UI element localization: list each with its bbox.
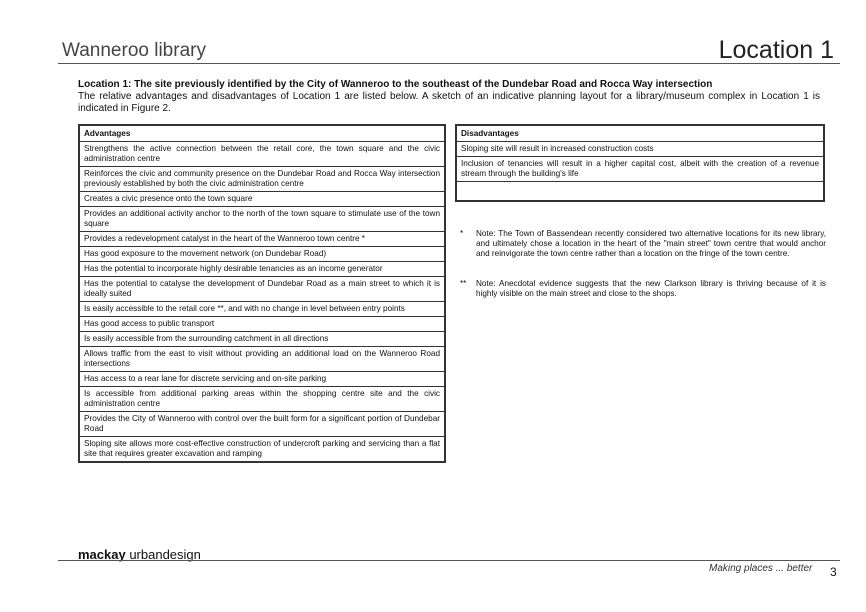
brand-name-rest: urbandesign [125,547,201,562]
advantage-row: Is easily accessible from the surrounding catchment in all directions [79,332,445,347]
advantage-row: Has the potential to catalyse the development of Dundebar Road as a main street to which it is ideally suited [79,277,445,302]
advantage-row: Is accessible from additional parking areas within the shopping centre site and the civic administration centre [79,387,445,412]
advantages-table [78,124,446,463]
footer-divider [58,560,840,561]
section-title: Location 1 [718,36,834,64]
brand-name-bold: mackay [78,547,126,562]
advantage-row: Reinforces the civic and community presence on the Dundebar Road and Rocca Way intersection previously established by both the civic administration centre [79,167,445,192]
intro-paragraph: The relative advantages and disadvantages of Location 1 are listed below. A sketch of an indicative planning layout for a library/museum complex in Location 1 is indicated in Figure 2. [78,91,820,114]
note-marker: * [460,229,464,238]
location-heading: Location 1: The site previously identified by the City of Wanneroo to the southeast of the Dundebar Road and Rocca Way intersection [78,79,713,90]
note-bassendean [460,229,826,259]
header-divider [58,63,840,64]
advantages-header: Advantages [79,125,445,142]
advantage-row: Sloping site allows more cost-effective construction of undercroft parking and servicing than a flat site that requires greater excavation and ramping [79,437,445,463]
disadvantage-row-empty [456,182,824,202]
advantage-row: Provides an additional activity anchor to the north of the town square to stimulate use of the town square [79,207,445,232]
advantage-row: Provides a redevelopment catalyst in the heart of the Wanneroo town centre * [79,232,445,247]
disadvantage-row: Sloping site will result in increased construction costs [456,142,824,157]
advantage-row: Has the potential to incorporate highly desirable tenancies as an income generator [79,262,445,277]
document-title: Wanneroo library [62,40,206,61]
advantage-row: Is easily accessible to the retail core **, and with no change in level between entry points [79,302,445,317]
advantage-row: Creates a civic presence onto the town square [79,192,445,207]
disadvantages-header: Disadvantages [456,125,824,142]
note-text: Note: The Town of Bassendean recently considered two alternative locations for its new library, and ultimately chose a location in the heart of the "main street" town centre that would anchor and reinvigorate the town centre rather than a location on the fringe of the town centre. [476,229,826,258]
note-text: Note: Anecdotal evidence suggests that the new Clarkson library is thriving because of it is highly visible on the main street and close to the shops. [476,279,826,298]
page-number: 3 [830,565,837,579]
advantage-row: Has good exposure to the movement network (on Dundebar Road) [79,247,445,262]
advantage-row: Provides the City of Wanneroo with control over the built form for a significant portion of Dundebar Road [79,412,445,437]
disadvantages-table [455,124,825,202]
note-marker: ** [460,279,467,288]
advantage-row: Allows traffic from the east to visit without providing an additional load on the Wanneroo Road intersections [79,347,445,372]
advantage-row: Strengthens the active connection between the retail core, the town square and the civic administration centre [79,142,445,167]
note-clarkson [460,279,826,299]
advantage-row: Has access to a rear lane for discrete servicing and on-site parking [79,372,445,387]
disadvantage-row: Inclusion of tenancies will result in a higher capital cost, albeit with the creation of a revenue stream through the building's life [456,157,824,182]
footer-tagline: Making places ... better [709,563,813,574]
advantage-row: Has good access to public transport [79,317,445,332]
